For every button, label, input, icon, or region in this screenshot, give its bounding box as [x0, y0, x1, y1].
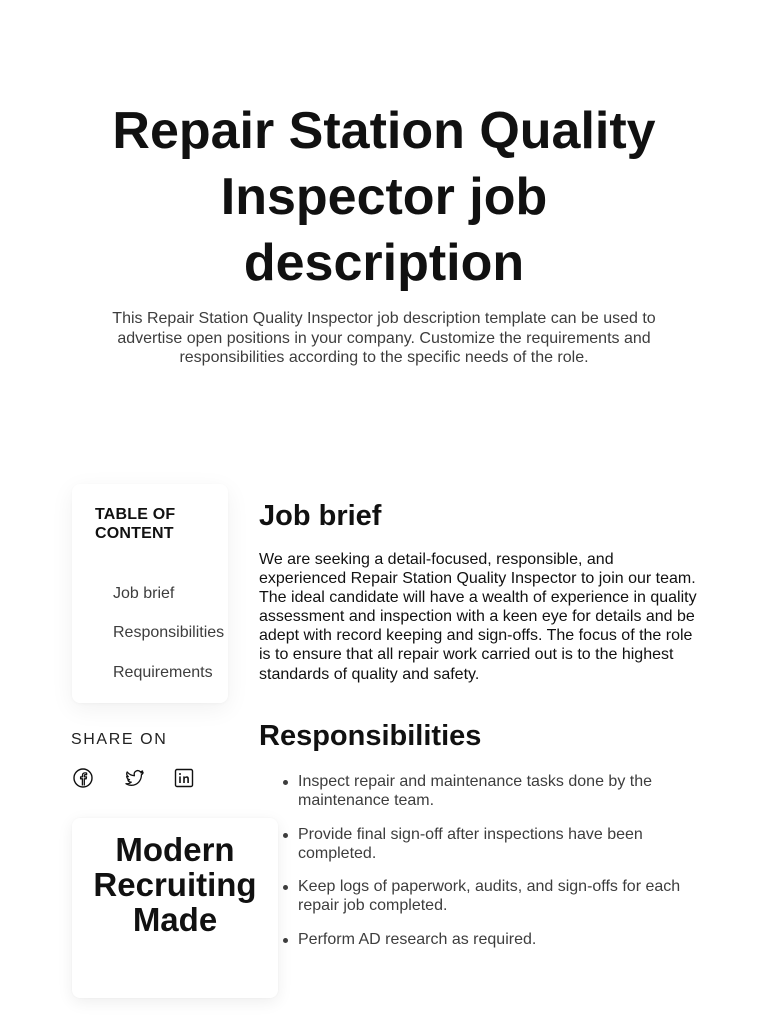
- promo-text: Modern Recruiting Made: [93, 831, 257, 938]
- list-item: Keep logs of paperwork, audits, and sign-offs for each repair job completed.: [259, 877, 699, 916]
- job-brief-text: We are seeking a detail-focused, responsible, and experienced Repair Station Quality Inspector to join our team. The ideal candidate will have a wealth of experience in quality assessment and inspection with a keen eye for details and be adept with record keeping and sign-offs. The focus of the role is to ensure that all repair work carried out is to the highest standards of quality and safety.: [259, 551, 697, 683]
- facebook-icon[interactable]: [72, 767, 94, 789]
- share-label: SHARE ON: [71, 731, 168, 748]
- job-brief-heading: Job brief: [259, 500, 382, 532]
- twitter-icon[interactable]: [123, 767, 145, 789]
- linkedin-icon[interactable]: [173, 767, 195, 789]
- responsibilities-list: [259, 772, 699, 963]
- list-item: Inspect repair and maintenance tasks done by the maintenance team.: [259, 772, 699, 811]
- page-title: Repair Station Quality Inspector job description: [112, 102, 656, 292]
- page-subtitle: This Repair Station Quality Inspector job description template can be used to advertise open positions in your company. Customize the requirements and responsibilities according to the specific needs of the role.: [112, 310, 656, 366]
- promo-card[interactable]: [72, 818, 278, 998]
- toc-item-requirements[interactable]: Requirements: [113, 664, 213, 681]
- table-of-content: [72, 484, 228, 703]
- toc-item-job-brief[interactable]: Job brief: [113, 585, 175, 602]
- toc-title: TABLE OF CONTENT: [95, 506, 176, 542]
- toc-item-responsibilities[interactable]: Responsibilities: [113, 624, 225, 641]
- list-item: Provide final sign-off after inspections have been completed.: [259, 825, 699, 864]
- list-item: Perform AD research as required.: [259, 930, 699, 949]
- responsibilities-heading: Responsibilities: [259, 720, 482, 752]
